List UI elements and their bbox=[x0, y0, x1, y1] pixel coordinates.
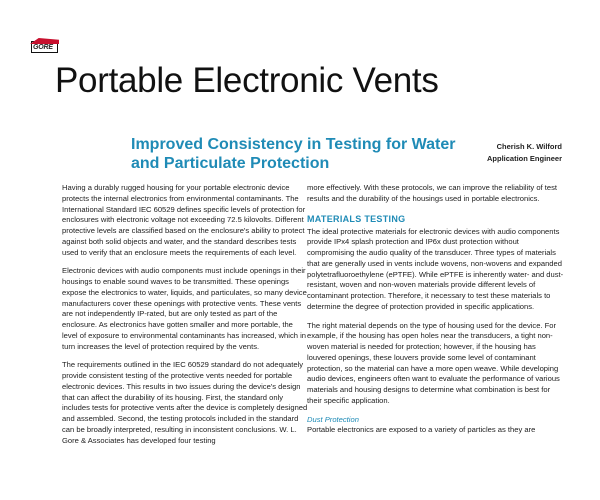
logo-text: GORE bbox=[33, 44, 53, 51]
body-paragraph: The requirements outlined in the IEC 60529 standard do not adequately provide consistent testing of the protective vents needed for portable electronic devices. This results in two issues during the device's design that can affect the durability of its housing. First, the standard only includes tests for protective vents after the device is completely designed and assembled. Second, the testing protocols included in the standard can be broadly interpreted, resulting in inconsistent conclusions. W. L. Gore & Associates has developed four testing bbox=[62, 360, 308, 445]
page-title: Portable Electronic Vents bbox=[55, 61, 439, 100]
body-paragraph: The ideal protective materials for electronic devices with audio components provide IPx4 splash protection and IP6x dust protection without compromising the audio quality of the transducer. Three types of materials that are generally used in vents include wovens, non-wovens and expanded polytetrafluoroethylene (ePTFE). While ePTFE is inherently water- and dust-resistant, woven and non-woven materials provide different levels of contaminant protection. Therefore, it necessary to test these materials to determine the degree of protection provided in specific applications. bbox=[307, 226, 564, 311]
body-paragraph: Portable electronics are exposed to a variety of particles as they are bbox=[307, 425, 536, 435]
body-paragraph: more effectively. With these protocols, we can improve the reliability of test results and the durability of the housings used in portable electronics. bbox=[307, 183, 557, 203]
body-paragraph: Electronic devices with audio components must include openings in their housings to enable sound waves to be transmitted. These openings expose the electronics to water, liquids, and particulates, so many device manufacturers cover these openings with protective vents. These vents are not independently IP-rated, but are only tested as part of the enclosure. As electronics have gotten smaller and more portable, the level of exposure to environmental contaminants has increased, which in turn increases the level of protection required by the vents. bbox=[62, 266, 307, 351]
author-title: Application Engineer bbox=[486, 154, 562, 163]
body-paragraph: Having a durably rugged housing for your portable electronic device protects the internal electronics from environmental contaminants. The International Standard IEC 60529 defines specific levels of protection for enclosures with electronic voltage not exceeding 72.5 kilovolts. Different protective levels are classified based on the enclosure's ability to protect against both solid objects and water, and the standard describes tests used to verify that an enclosure meets the requirements of each level. bbox=[62, 183, 306, 257]
author-block bbox=[487, 141, 562, 165]
subsection-heading: Dust Protection bbox=[307, 414, 359, 424]
author-name: Cherish K. Wilford bbox=[496, 142, 562, 151]
body-paragraph: The right material depends on the type of housing used for the device. For example, if the housing has open holes near the transducers, a tight non-woven material is needed for protection; however, if the housing has louvered openings, these louvers provide some level of contaminant protection, so the material can have a more open weave. While developing audio devices, engineers often want to evaluate the performance of various materials and housing designs to determine what combination is best for their specific application. bbox=[307, 320, 560, 405]
gore-logo bbox=[31, 41, 58, 53]
page-subtitle: Improved Consistency in Testing for Water and Particulate Protection bbox=[131, 136, 456, 172]
left-column bbox=[62, 183, 309, 454]
section-heading: MATERIALS TESTING bbox=[307, 213, 406, 224]
right-column bbox=[307, 183, 565, 444]
